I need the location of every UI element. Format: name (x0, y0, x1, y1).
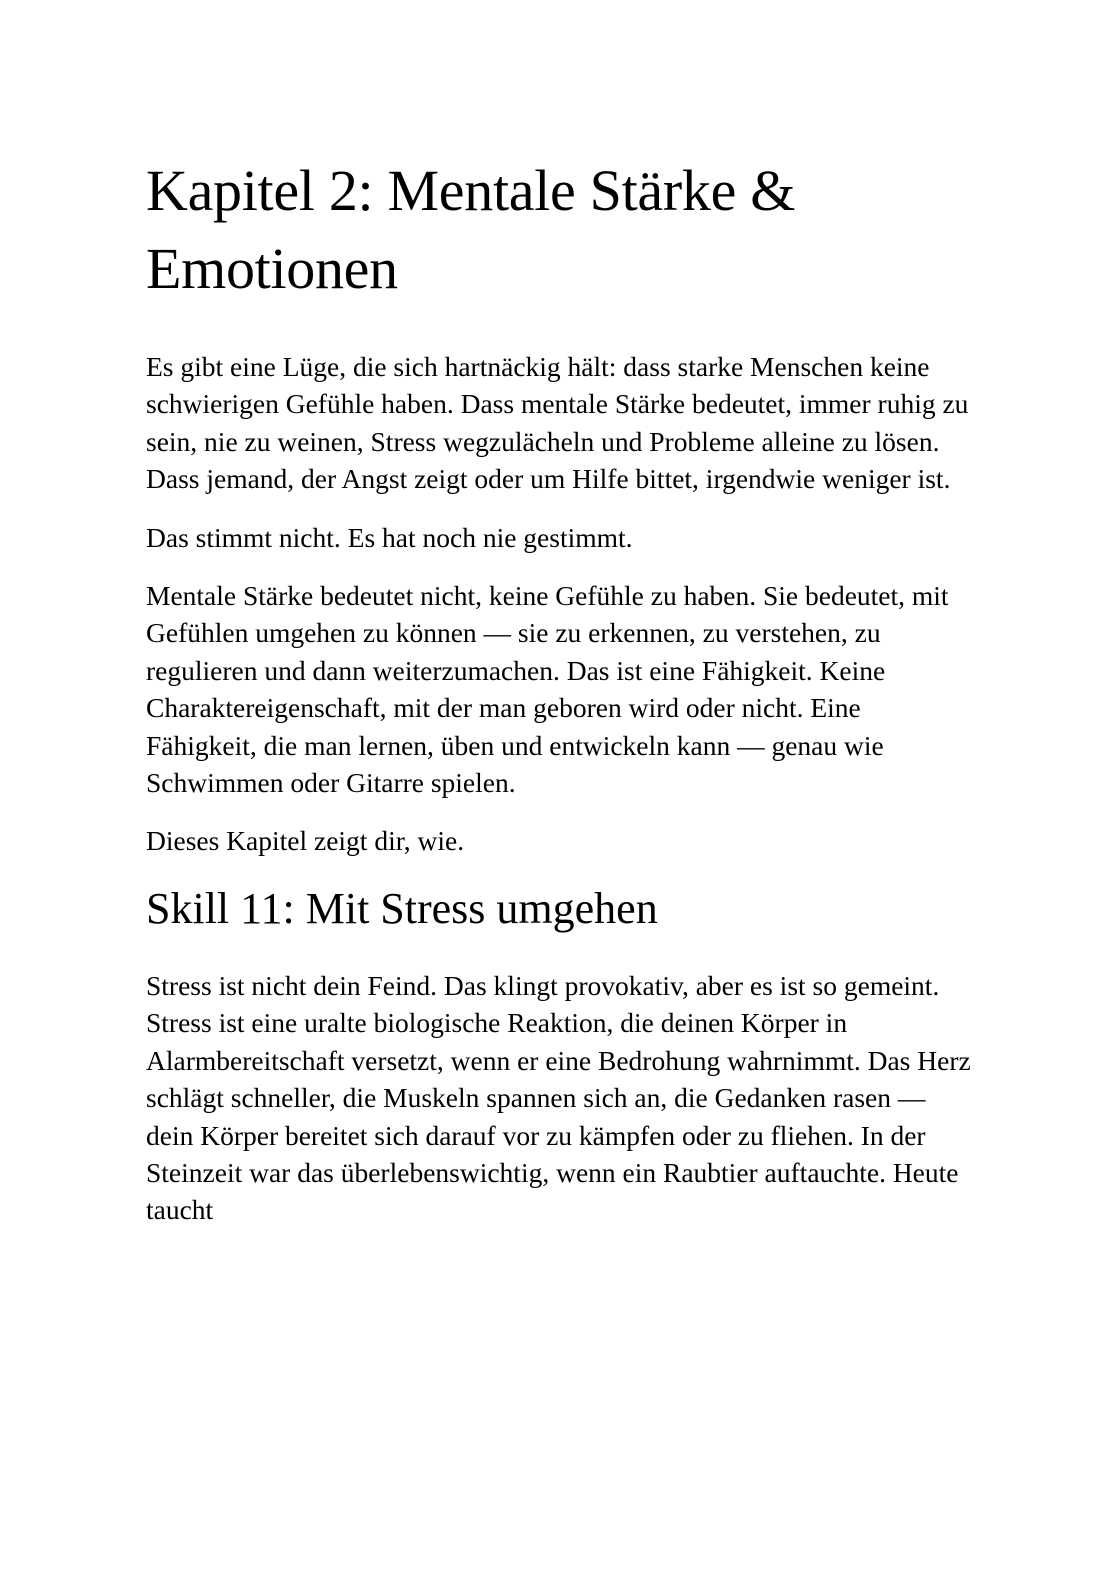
chapter-paragraph-4: Dieses Kapitel zeigt dir, wie. (146, 825, 465, 857)
chapter-title: Kapitel 2: Mentale Stärke & Emotionen (146, 158, 796, 301)
section-title: Skill 11: Mit Stress umgehen (146, 883, 658, 933)
document-page (146, 152, 976, 1250)
chapter-paragraph-3: Mentale Stärke bedeutet nicht, keine Gefühle zu haben. Sie bedeutet, mit Gefühlen umgehen zu können — sie zu erkennen, zu verstehen, zu regulieren und dann weiterzumachen. Das ist eine Fähigkeit. Keine Charaktereigenschaft, mit der man geboren wird oder nicht. Eine Fähigkeit, die man lernen, üben und entwickeln kann — genau wie Schwimmen oder Gitarre spielen. (146, 580, 949, 799)
chapter-paragraph-1: Es gibt eine Lüge, die sich hartnäckig hält: dass starke Menschen keine schwierigen Gefühle haben. Dass mentale Stärke bedeutet, immer ruhig zu sein, nie zu weinen, Stress wegzulächeln und Probleme alleine zu lösen. Dass jemand, der Angst zeigt oder um Hilfe bittet, irgendwie weniger ist. (146, 351, 969, 495)
chapter-paragraph-2: Das stimmt nicht. Es hat noch nie gestimmt. (146, 521, 633, 553)
section-paragraph-1: Stress ist nicht dein Feind. Das klingt provokativ, aber es ist so gemeint. Stress ist eine uralte biologische Reaktion, die deinen Körper in Alarmbereitschaft versetzt, wenn er eine Bedrohung wahrnimmt. Das Herz schlägt schneller, die Muskeln spannen sich an, die Gedanken rasen — dein Körper bereitet sich darauf vor zu kämpfen oder zu fliehen. In der Steinzeit war das überlebenswichtig, wenn ein Raubtier auftauchte. Heute taucht (146, 969, 971, 1226)
